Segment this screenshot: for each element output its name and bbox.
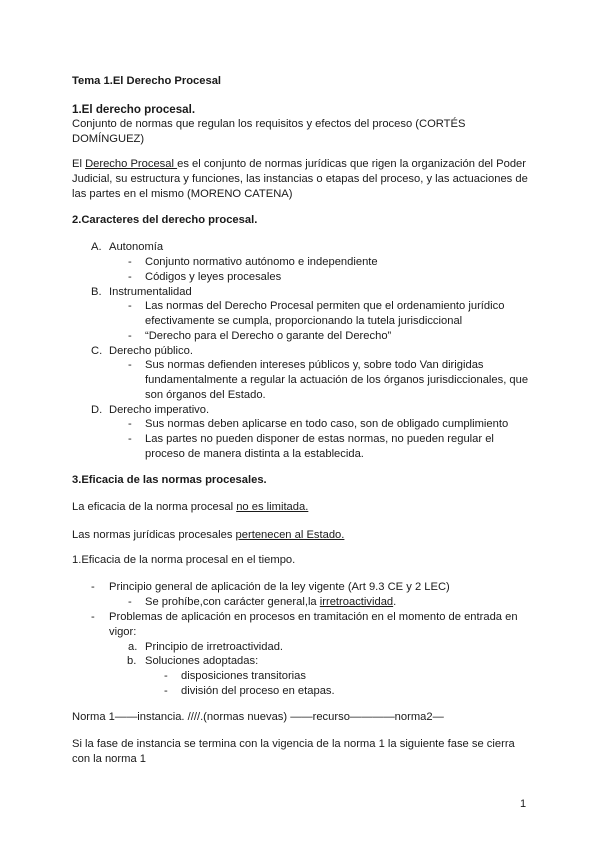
bullet-principio-general: Principio general de aplicación de la ley vigente (Art 9.3 CE y 2 LEC) bbox=[109, 581, 450, 593]
char-b-label: Instrumentalidad bbox=[109, 286, 192, 298]
item-principio-irretroactividad: Principio de irretroactividad. bbox=[145, 641, 284, 653]
section-1-heading: 1.El derecho procesal. bbox=[72, 103, 196, 116]
item-disposiciones: disposiciones transitorias bbox=[181, 670, 306, 682]
dash-marker: - bbox=[128, 256, 132, 268]
list-marker-c: C. bbox=[91, 345, 103, 357]
dash-marker: - bbox=[128, 271, 132, 283]
char-d-item-1: Sus normas deben aplicarse en todo caso, son de obligado cumplimiento bbox=[145, 418, 509, 430]
def2-pre: El bbox=[72, 158, 86, 170]
char-a-item-1: Conjunto normativo autónomo e independiente bbox=[145, 256, 378, 268]
list-marker-a: A. bbox=[91, 241, 102, 253]
norma-line: Norma 1——instancia. ////.(normas nuevas) ——recurso————norma2— bbox=[72, 711, 444, 723]
section-3-paragraph-1 bbox=[72, 500, 532, 515]
section-2-heading: 2.Caracteres del derecho procesal. bbox=[72, 214, 258, 226]
char-a-label: Autonomía bbox=[109, 241, 164, 253]
list-marker-b: B. bbox=[91, 286, 102, 298]
dash-marker: - bbox=[91, 611, 95, 623]
sub-period: . bbox=[393, 596, 397, 608]
def2-post: es el conjunto de normas jurídicas que rigen la organización del Poder Judicial, su estructura y funciones, las instancias o etapas del proceso, y las actuaciones de las partes en el mismo (MORENO CATENA) bbox=[72, 158, 528, 200]
dash-marker: - bbox=[128, 330, 132, 342]
p2-text: Las normas jurídicas procesales bbox=[72, 529, 236, 541]
p2-underlined: pertenecen al Estado. bbox=[235, 529, 345, 541]
dash-marker: - bbox=[128, 300, 132, 312]
derecho-procesal-link[interactable]: Derecho Procesal bbox=[85, 158, 178, 170]
dash-marker: - bbox=[128, 418, 132, 430]
dash-marker: - bbox=[164, 670, 168, 682]
dash-marker: - bbox=[128, 359, 132, 371]
item-division: división del proceso en etapas. bbox=[181, 685, 335, 697]
list-marker-d: D. bbox=[91, 404, 103, 416]
p1-text: La eficacia de la norma procesal bbox=[72, 501, 237, 513]
item-soluciones: Soluciones adoptadas: bbox=[145, 655, 259, 667]
page-number: 1 bbox=[520, 798, 527, 810]
section-1-definition-2 bbox=[72, 157, 532, 202]
section-3-subheading: 1.Eficacia de la norma procesal en el tiempo. bbox=[72, 554, 296, 566]
p1-underlined: no es limitada. bbox=[236, 501, 309, 513]
document-title: Tema 1.El Derecho Procesal bbox=[72, 75, 222, 87]
section-3-paragraph-2 bbox=[72, 528, 532, 543]
dash-marker: - bbox=[91, 581, 95, 593]
bullet-problemas: Problemas de aplicación en procesos en tramitación en el momento de entrada en vigor: bbox=[109, 611, 518, 638]
irretroactividad-underlined: irretroactividad bbox=[319, 596, 394, 608]
dash-marker: - bbox=[164, 685, 168, 697]
char-c-item-1: Sus normas defienden intereses públicos y, sobre todo Van dirigidas fundamentalmente a regular la actuación de los órganos jurisdiccionales, que son órganos del Estado. bbox=[145, 359, 529, 401]
list-marker-a-small: a. bbox=[128, 641, 138, 653]
char-d-label: Derecho imperativo. bbox=[109, 404, 210, 416]
char-a-item-2: Códigos y leyes procesales bbox=[145, 271, 282, 283]
char-c-label: Derecho público. bbox=[109, 345, 193, 357]
sub-bullet-irretroactividad bbox=[145, 595, 396, 610]
list-marker-b-small: b. bbox=[127, 655, 137, 667]
char-b-item-2: “Derecho para el Derecho o garante del Derecho” bbox=[145, 330, 392, 342]
dash-marker: - bbox=[128, 433, 132, 445]
dash-marker: - bbox=[128, 596, 132, 608]
char-b-item-1: Las normas del Derecho Procesal permiten que el ordenamiento jurídico efectivamente se cumpla, proporcionando la tutela jurisdiccional bbox=[145, 300, 505, 327]
final-paragraph: Si la fase de instancia se termina con la vigencia de la norma 1 la siguiente fase se cierra con la norma 1 bbox=[72, 738, 515, 765]
char-d-item-2: Las partes no pueden disponer de estas normas, no pueden regular el proceso de manera distinta a la establecida. bbox=[145, 433, 494, 460]
sub-text: Se prohíbe,con carácter general,la bbox=[145, 596, 320, 608]
section-1-definition-1: Conjunto de normas que regulan los requisitos y efectos del proceso (CORTÉS DOMÍNGUEZ) bbox=[72, 118, 466, 145]
section-3-heading: 3.Eficacia de las normas procesales. bbox=[72, 474, 267, 486]
